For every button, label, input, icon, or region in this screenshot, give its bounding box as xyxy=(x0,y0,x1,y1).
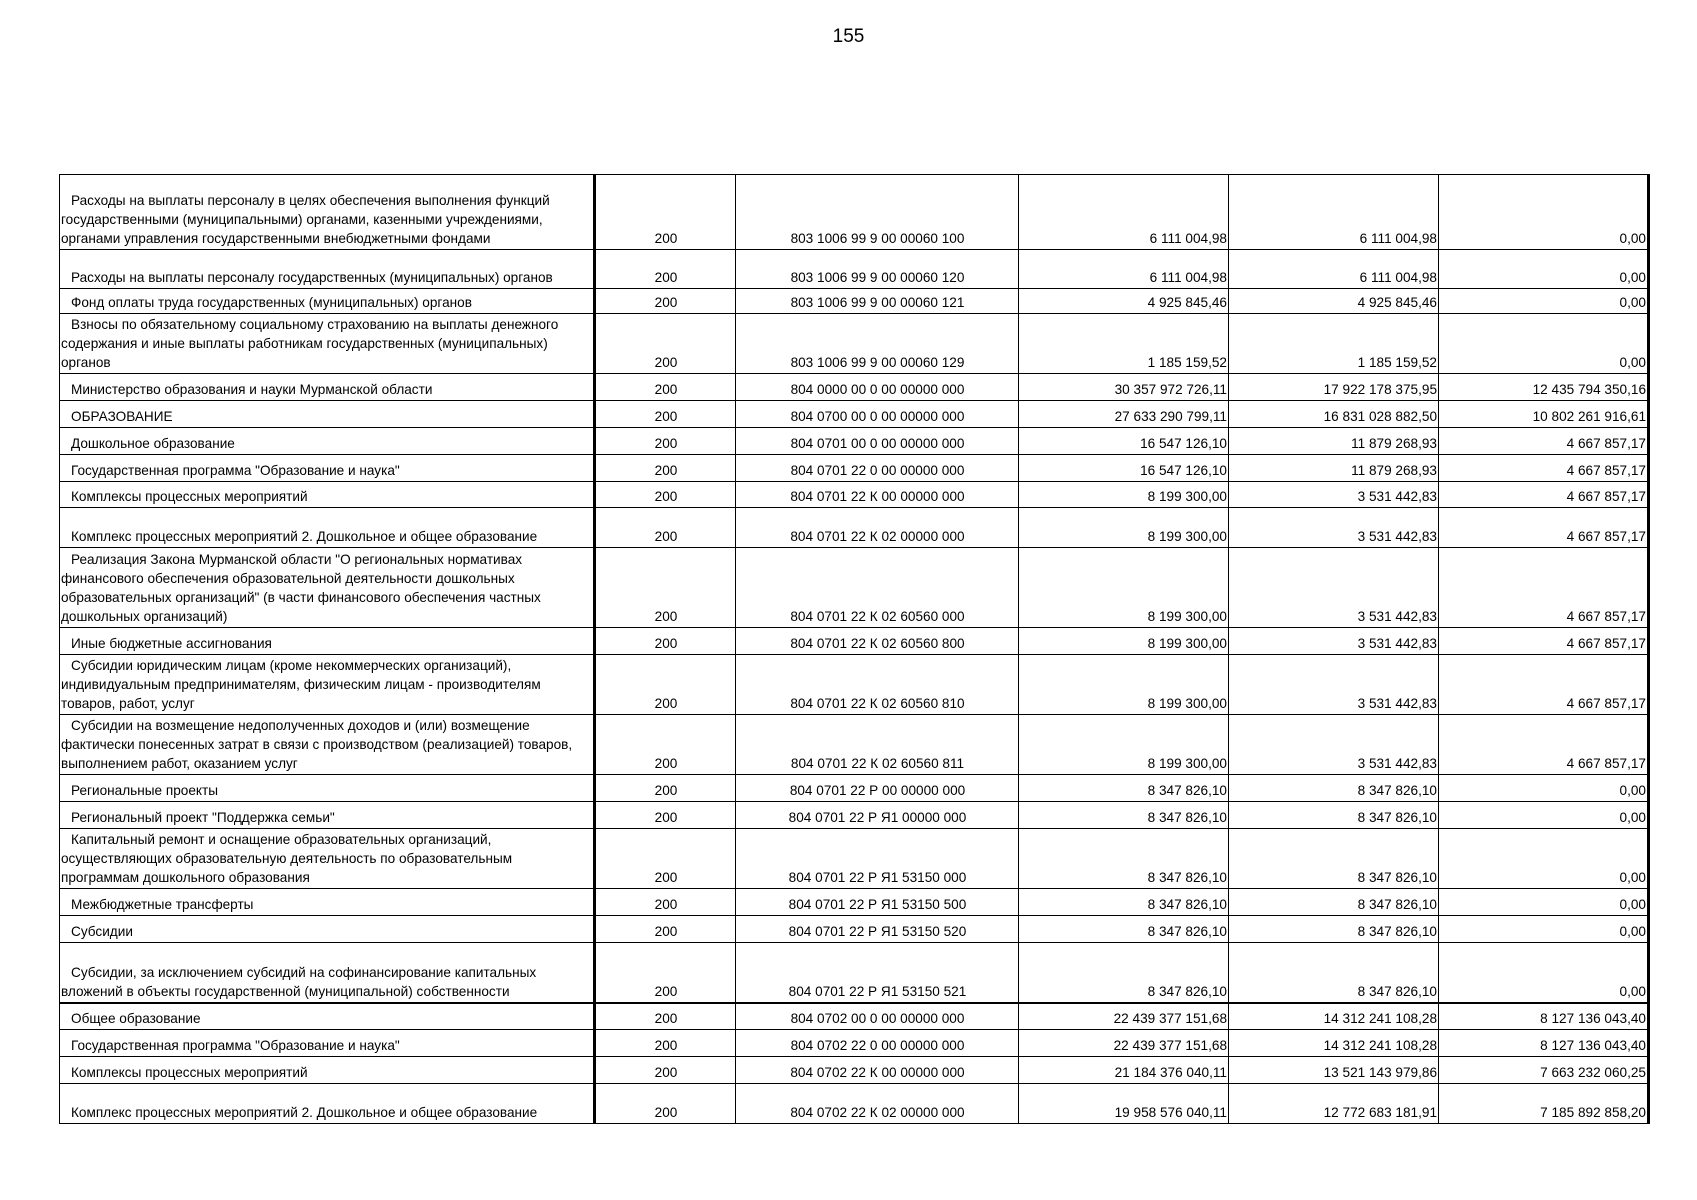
row-name xyxy=(60,250,595,289)
row-kbk: 804 0700 00 0 00 00000 000 xyxy=(736,401,1019,428)
row-code: 200 xyxy=(595,655,736,715)
row-code: 200 xyxy=(595,250,736,289)
row-code: 200 xyxy=(595,548,736,628)
row-value-2: 3 531 442,83 xyxy=(1229,628,1439,655)
row-value-2: 3 531 442,83 xyxy=(1229,548,1439,628)
row-value-1: 8 347 826,10 xyxy=(1019,943,1229,1003)
row-value-2: 3 531 442,83 xyxy=(1229,482,1439,508)
row-value-2: 8 347 826,10 xyxy=(1229,889,1439,916)
row-code: 200 xyxy=(595,1030,736,1057)
row-code: 200 xyxy=(595,1057,736,1084)
row-value-2: 14 312 241 108,28 xyxy=(1229,1030,1439,1057)
row-code: 200 xyxy=(595,401,736,428)
row-name xyxy=(60,314,595,374)
row-value-1: 8 199 300,00 xyxy=(1019,628,1229,655)
table-row xyxy=(60,628,1649,655)
row-kbk: 804 0701 22 Р Я1 00000 000 xyxy=(736,802,1019,829)
row-name xyxy=(60,548,595,628)
row-kbk: 804 0701 22 0 00 00000 000 xyxy=(736,455,1019,482)
row-value-1: 8 347 826,10 xyxy=(1019,775,1229,802)
row-name xyxy=(60,508,595,548)
row-value-1: 16 547 126,10 xyxy=(1019,428,1229,455)
row-code: 200 xyxy=(595,175,736,250)
row-value-2: 11 879 268,93 xyxy=(1229,428,1439,455)
row-kbk: 804 0701 22 Р Я1 53150 000 xyxy=(736,829,1019,889)
row-name xyxy=(60,802,595,829)
row-name-text: Комплекс процессных мероприятий 2. Дошкольное и общее образование xyxy=(71,1105,538,1120)
row-name xyxy=(60,1084,595,1124)
table-row xyxy=(60,374,1649,401)
row-name-text: Субсидии юридическим лицам (кроме некоммерческих организаций), индивидуальным предпринимателям, физическим лицам - производителям товаров, работ, услуг xyxy=(61,658,541,711)
row-value-1: 1 185 159,52 xyxy=(1019,314,1229,374)
row-value-2: 17 922 178 375,95 xyxy=(1229,374,1439,401)
row-code: 200 xyxy=(595,314,736,374)
row-value-2: 6 111 004,98 xyxy=(1229,175,1439,250)
row-value-1: 21 184 376 040,11 xyxy=(1019,1057,1229,1084)
row-name xyxy=(60,943,595,1003)
row-kbk: 804 0000 00 0 00 00000 000 xyxy=(736,374,1019,401)
row-value-2: 8 347 826,10 xyxy=(1229,916,1439,943)
row-name xyxy=(60,428,595,455)
row-value-3: 8 127 136 043,40 xyxy=(1439,1003,1649,1030)
row-kbk: 804 0701 22 К 00 00000 000 xyxy=(736,482,1019,508)
row-value-2: 11 879 268,93 xyxy=(1229,455,1439,482)
row-value-1: 16 547 126,10 xyxy=(1019,455,1229,482)
row-value-1: 30 357 972 726,11 xyxy=(1019,374,1229,401)
row-name-text: Расходы на выплаты персоналу государственных (муниципальных) органов xyxy=(71,270,553,285)
row-kbk: 804 0701 22 К 02 60560 800 xyxy=(736,628,1019,655)
row-value-1: 8 347 826,10 xyxy=(1019,829,1229,889)
table-row xyxy=(60,482,1649,508)
table-row xyxy=(60,508,1649,548)
table-row xyxy=(60,455,1649,482)
row-kbk: 804 0701 22 К 02 60560 811 xyxy=(736,715,1019,775)
row-name xyxy=(60,916,595,943)
table-row xyxy=(60,548,1649,628)
row-name xyxy=(60,829,595,889)
table-row xyxy=(60,943,1649,1003)
row-code: 200 xyxy=(595,889,736,916)
row-value-2: 13 521 143 979,86 xyxy=(1229,1057,1439,1084)
row-value-3: 4 667 857,17 xyxy=(1439,655,1649,715)
row-kbk: 804 0701 22 Р 00 00000 000 xyxy=(736,775,1019,802)
row-value-3: 10 802 261 916,61 xyxy=(1439,401,1649,428)
row-value-2: 4 925 845,46 xyxy=(1229,289,1439,314)
row-value-2: 16 831 028 882,50 xyxy=(1229,401,1439,428)
row-value-1: 8 199 300,00 xyxy=(1019,715,1229,775)
table-row xyxy=(60,829,1649,889)
row-value-1: 8 347 826,10 xyxy=(1019,916,1229,943)
row-kbk: 804 0701 22 К 02 60560 810 xyxy=(736,655,1019,715)
row-name xyxy=(60,1003,595,1030)
row-value-2: 12 772 683 181,91 xyxy=(1229,1084,1439,1124)
row-value-3: 0,00 xyxy=(1439,250,1649,289)
row-code: 200 xyxy=(595,428,736,455)
row-name-text: Расходы на выплаты персоналу в целях обеспечения выполнения функций государственными (муниципальными) органами, казенными учреждениями, органами управления государственными внебюджетными фондами xyxy=(61,193,550,246)
row-value-1: 22 439 377 151,68 xyxy=(1019,1030,1229,1057)
table-row xyxy=(60,715,1649,775)
row-value-3: 0,00 xyxy=(1439,916,1649,943)
row-value-2: 3 531 442,83 xyxy=(1229,508,1439,548)
row-value-3: 0,00 xyxy=(1439,802,1649,829)
row-kbk: 804 0701 00 0 00 00000 000 xyxy=(736,428,1019,455)
row-value-1: 4 925 845,46 xyxy=(1019,289,1229,314)
row-name-text: ОБРАЗОВАНИЕ xyxy=(71,409,173,424)
row-name-text: Реализация Закона Мурманской области "О региональных нормативах финансового обеспечения образовательной деятельности дошкольных образовательных организаций" (в части финансового обеспечения частных дошкольных организаций) xyxy=(61,552,541,624)
row-kbk: 803 1006 99 9 00 00060 129 xyxy=(736,314,1019,374)
row-value-3: 4 667 857,17 xyxy=(1439,482,1649,508)
row-value-3: 4 667 857,17 xyxy=(1439,508,1649,548)
row-value-1: 8 199 300,00 xyxy=(1019,655,1229,715)
table-row xyxy=(60,655,1649,715)
row-value-2: 6 111 004,98 xyxy=(1229,250,1439,289)
row-name-text: Региональные проекты xyxy=(71,783,218,798)
row-value-1: 8 347 826,10 xyxy=(1019,889,1229,916)
row-code: 200 xyxy=(595,715,736,775)
row-value-3: 0,00 xyxy=(1439,943,1649,1003)
row-value-2: 8 347 826,10 xyxy=(1229,802,1439,829)
row-kbk: 803 1006 99 9 00 00060 120 xyxy=(736,250,1019,289)
row-code: 200 xyxy=(595,289,736,314)
table-row xyxy=(60,428,1649,455)
table-row xyxy=(60,889,1649,916)
row-value-1: 19 958 576 040,11 xyxy=(1019,1084,1229,1124)
row-name xyxy=(60,715,595,775)
row-code: 200 xyxy=(595,455,736,482)
row-code: 200 xyxy=(595,829,736,889)
row-kbk: 804 0702 22 К 00 00000 000 xyxy=(736,1057,1019,1084)
row-value-1: 8 199 300,00 xyxy=(1019,482,1229,508)
row-code: 200 xyxy=(595,1003,736,1030)
row-value-3: 4 667 857,17 xyxy=(1439,628,1649,655)
row-code: 200 xyxy=(595,374,736,401)
row-value-3: 7 185 892 858,20 xyxy=(1439,1084,1649,1124)
table-row xyxy=(60,775,1649,802)
row-value-3: 0,00 xyxy=(1439,314,1649,374)
row-name-text: Фонд оплаты труда государственных (муниципальных) органов xyxy=(71,295,472,310)
row-value-2: 8 347 826,10 xyxy=(1229,775,1439,802)
row-value-3: 0,00 xyxy=(1439,775,1649,802)
row-value-3: 0,00 xyxy=(1439,889,1649,916)
table-row xyxy=(60,175,1649,250)
row-name xyxy=(60,1030,595,1057)
row-value-2: 1 185 159,52 xyxy=(1229,314,1439,374)
row-value-1: 6 111 004,98 xyxy=(1019,250,1229,289)
table-row xyxy=(60,401,1649,428)
row-code: 200 xyxy=(595,802,736,829)
row-name xyxy=(60,628,595,655)
row-value-3: 7 663 232 060,25 xyxy=(1439,1057,1649,1084)
row-name-text: Дошкольное образование xyxy=(71,436,235,451)
row-value-3: 4 667 857,17 xyxy=(1439,715,1649,775)
row-value-1: 8 199 300,00 xyxy=(1019,548,1229,628)
table-row xyxy=(60,1084,1649,1124)
row-value-3: 12 435 794 350,16 xyxy=(1439,374,1649,401)
row-value-3: 4 667 857,17 xyxy=(1439,455,1649,482)
row-value-3: 0,00 xyxy=(1439,175,1649,250)
table-row xyxy=(60,802,1649,829)
page-number: 155 xyxy=(832,26,865,47)
row-value-1: 8 199 300,00 xyxy=(1019,508,1229,548)
row-code: 200 xyxy=(595,628,736,655)
row-name-text: Комплекс процессных мероприятий 2. Дошкольное и общее образование xyxy=(71,529,538,544)
row-name-text: Комплексы процессных мероприятий xyxy=(71,489,308,504)
table-row xyxy=(60,250,1649,289)
row-code: 200 xyxy=(595,916,736,943)
row-name xyxy=(60,889,595,916)
row-name xyxy=(60,401,595,428)
row-kbk: 804 0702 22 К 02 00000 000 xyxy=(736,1084,1019,1124)
row-value-1: 6 111 004,98 xyxy=(1019,175,1229,250)
row-name-text: Капитальный ремонт и оснащение образовательных организаций, осуществляющих образовательную деятельность по образовательным программам дошкольного образования xyxy=(61,832,513,885)
row-name xyxy=(60,374,595,401)
row-name-text: Комплексы процессных мероприятий xyxy=(71,1065,308,1080)
row-name xyxy=(60,655,595,715)
row-value-2: 8 347 826,10 xyxy=(1229,829,1439,889)
row-name xyxy=(60,775,595,802)
row-name-text: Взносы по обязательному социальному страхованию на выплаты денежного содержания и иные выплаты работникам государственных (муниципальных) органов xyxy=(61,317,559,370)
row-value-1: 22 439 377 151,68 xyxy=(1019,1003,1229,1030)
row-value-3: 0,00 xyxy=(1439,829,1649,889)
row-value-3: 4 667 857,17 xyxy=(1439,428,1649,455)
table-row xyxy=(60,314,1649,374)
row-name xyxy=(60,289,595,314)
row-value-3: 4 667 857,17 xyxy=(1439,548,1649,628)
row-kbk: 804 0701 22 Р Я1 53150 520 xyxy=(736,916,1019,943)
row-code: 200 xyxy=(595,508,736,548)
table-row xyxy=(60,1057,1649,1084)
row-name-text: Иные бюджетные ассигнования xyxy=(71,636,272,651)
row-kbk: 804 0702 00 0 00 00000 000 xyxy=(736,1003,1019,1030)
table-row xyxy=(60,1030,1649,1057)
row-value-1: 8 347 826,10 xyxy=(1019,802,1229,829)
row-name-text: Региональный проект "Поддержка семьи" xyxy=(71,810,335,825)
row-name-text: Общее образование xyxy=(71,1011,201,1026)
row-kbk: 803 1006 99 9 00 00060 100 xyxy=(736,175,1019,250)
row-code: 200 xyxy=(595,482,736,508)
table-row xyxy=(60,916,1649,943)
row-value-2: 14 312 241 108,28 xyxy=(1229,1003,1439,1030)
row-name-text: Субсидии xyxy=(71,924,133,939)
row-code: 200 xyxy=(595,775,736,802)
budget-table xyxy=(59,174,1650,1124)
row-value-1: 27 633 290 799,11 xyxy=(1019,401,1229,428)
row-kbk: 804 0701 22 Р Я1 53150 500 xyxy=(736,889,1019,916)
row-value-2: 3 531 442,83 xyxy=(1229,715,1439,775)
row-value-2: 8 347 826,10 xyxy=(1229,943,1439,1003)
row-code: 200 xyxy=(595,1084,736,1124)
row-value-3: 8 127 136 043,40 xyxy=(1439,1030,1649,1057)
row-name xyxy=(60,455,595,482)
row-code: 200 xyxy=(595,943,736,1003)
row-value-2: 3 531 442,83 xyxy=(1229,655,1439,715)
row-kbk: 804 0702 22 0 00 00000 000 xyxy=(736,1030,1019,1057)
row-kbk: 804 0701 22 К 02 00000 000 xyxy=(736,508,1019,548)
row-kbk: 804 0701 22 К 02 60560 000 xyxy=(736,548,1019,628)
row-name-text: Субсидии на возмещение недополученных доходов и (или) возмещение фактически понесенных затрат в связи с производством (реализацией) товаров, выполнением работ, оказанием услуг xyxy=(61,718,573,771)
row-value-3: 0,00 xyxy=(1439,289,1649,314)
row-name-text: Государственная программа "Образование и наука" xyxy=(71,1038,400,1053)
row-name-text: Межбюджетные трансферты xyxy=(71,897,254,912)
row-name-text: Министерство образования и науки Мурманской области xyxy=(71,382,433,397)
row-kbk: 803 1006 99 9 00 00060 121 xyxy=(736,289,1019,314)
row-name xyxy=(60,1057,595,1084)
row-name xyxy=(60,482,595,508)
row-kbk: 804 0701 22 Р Я1 53150 521 xyxy=(736,943,1019,1003)
row-name-text: Государственная программа "Образование и наука" xyxy=(71,463,400,478)
row-name-text: Субсидии, за исключением субсидий на софинансирование капитальных вложений в объекты государственной (муниципальной) собственности xyxy=(61,964,537,999)
row-name xyxy=(60,175,595,250)
table-row xyxy=(60,1003,1649,1030)
table-row xyxy=(60,289,1649,314)
